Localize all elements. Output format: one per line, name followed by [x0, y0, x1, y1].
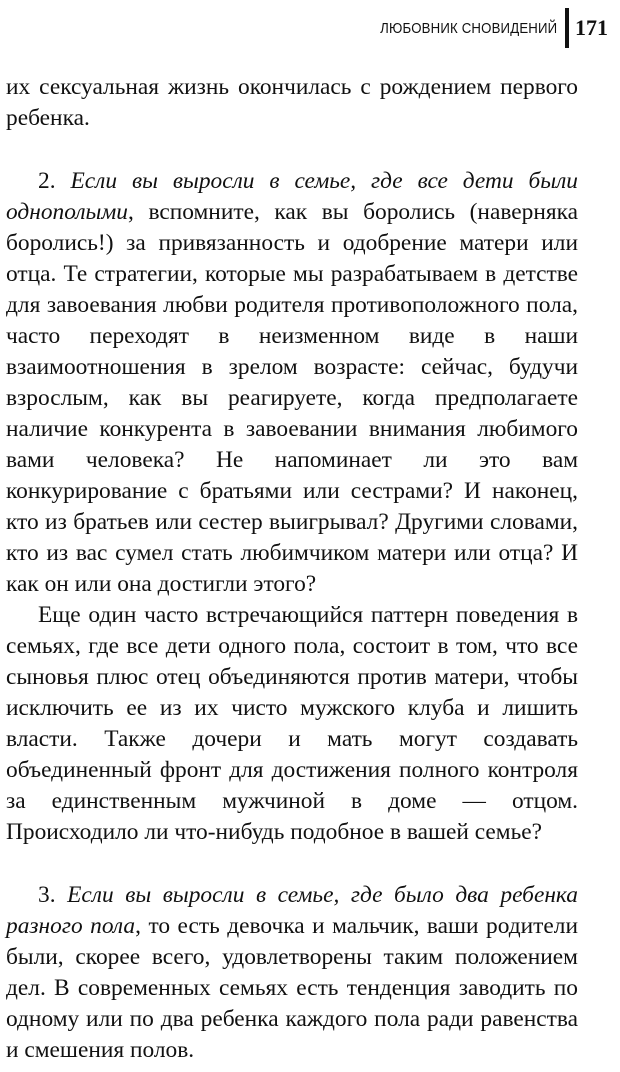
paragraph-italic-lead: Если вы выросли в семье, где все дети были однополыми — [6, 168, 578, 225]
paragraph-text: их сексуальная жизнь окончилась с рождением первого ребенка. — [6, 74, 578, 131]
page-number: 171 — [575, 15, 608, 40]
paragraph-continuation — [6, 72, 578, 134]
paragraph-body — [6, 600, 578, 848]
paragraph-text: , то есть девочка и мальчик, ваши родители были, скорее всего, удовлетворены таким положением дел. В современных семьях есть тенденция заводить по одному или по два ребенка каждого пола ради равенства и смешения полов. — [6, 913, 578, 1063]
list-number: 3. — [38, 882, 56, 908]
paragraph-item-2 — [6, 166, 578, 600]
paragraph-italic-lead: Если вы выросли в семье, где было два ребенка разного пола — [6, 882, 578, 939]
page-body — [6, 72, 578, 1066]
paragraph-text: Еще один часто встречающийся паттерн поведения в семьях, где все дети одного пола, состоит в том, что все сыновья плюс отец объединяются против матери, чтобы исключить ее из их чисто мужского клуба и лишить власти. Также дочери и мать могут создавать объединенный фронт для достижения полного контроля за единственным мужчиной в доме — отцом. Происходило ли что-нибудь подобное в вашей семье? — [6, 602, 578, 845]
running-header — [356, 8, 608, 48]
list-number: 2. — [38, 168, 56, 194]
running-title: ЛЮБОВНИК СНОВИДЕНИЙ — [379, 19, 557, 37]
header-divider — [565, 8, 569, 48]
paragraph-item-3 — [6, 880, 578, 1066]
paragraph-text: , вспомните, как вы боролись (наверняка боролись!) за привязанность и одобрение матери или отца. Те стратегии, которые мы разрабатываем в детстве для завоевания любви родителя противоположного пола, часто переходят в неизменном виде в наши взаимоотношения в зрелом возрасте: сейчас, будучи взрослым, как вы реагируете, когда предполагаете наличие конкурента в завоевании внимания любимого вами человека? Не напоминает ли это вам конкурирование с братьями или сестрами? И наконец, кто из братьев или сестер выигрывал? Другими словами, кто из вас сумел стать любимчиком матери или отца? И как он или она достигли этого? — [6, 199, 578, 597]
